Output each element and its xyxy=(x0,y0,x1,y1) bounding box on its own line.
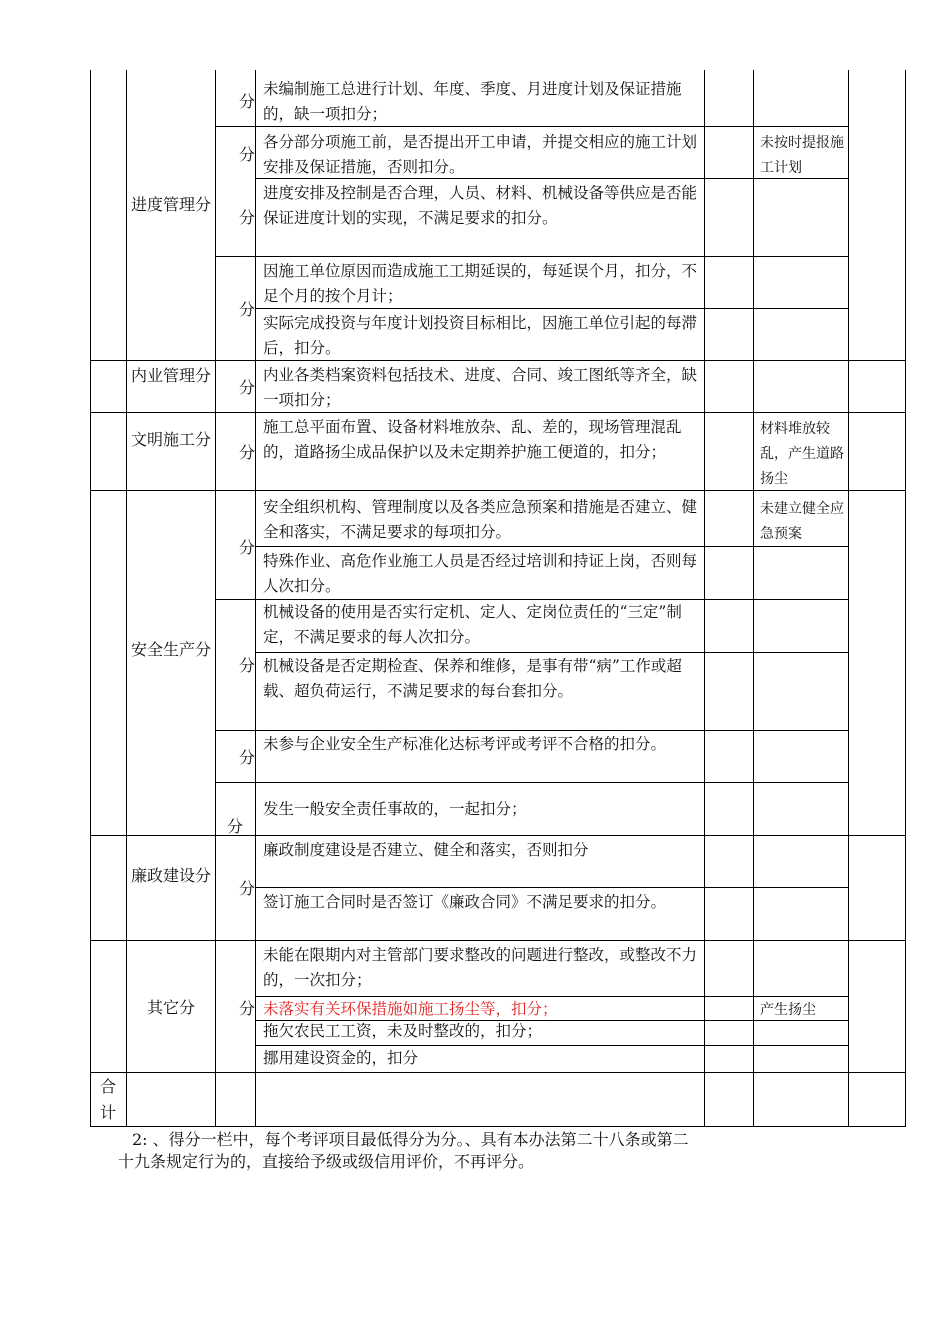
remark-text: 产生扬尘 xyxy=(760,1002,816,1018)
score-unit: 分 xyxy=(239,145,256,164)
criterion-text: 因施工单位原因而造成施工工期延误的，每延误个月，扣分，不足个月的按个月计； xyxy=(263,262,698,305)
remark-text: 未按时提报施工计划 xyxy=(760,135,844,176)
criterion-text: 施工总平面布置、设备材料堆放杂、乱、差的，现场管理混乱的，道路扬尘成品保护以及未定期养护施工便道的，扣分； xyxy=(263,418,682,461)
footer-note xyxy=(118,1129,808,1173)
score-unit: 分 xyxy=(239,208,256,227)
score-unit: 分 xyxy=(239,92,256,111)
score-unit: 分 xyxy=(239,879,256,898)
category-label: 其它分 xyxy=(146,998,195,1017)
criterion-text: 未参与企业安全生产标准化达标考评或考评不合格的扣分。 xyxy=(263,735,667,753)
score-unit: 分 xyxy=(239,748,256,767)
remark-text: 未建立健全应急预案 xyxy=(760,501,844,542)
criterion-text: 安全组织机构、管理制度以及各类应急预案和措施是否建立、健全和落实，不满足要求的每项扣分。 xyxy=(263,498,698,541)
criterion-text-highlighted: 未落实有关环保措施如施工扬尘等，扣分； xyxy=(263,1000,558,1018)
score-unit: 分 xyxy=(239,300,256,319)
category-label: 安全生产分 xyxy=(130,640,211,659)
criterion-text: 机械设备是否定期检查、保养和维修，是事有带“病”工作或超载、超负荷运行，不满足要求的每台套扣分。 xyxy=(263,657,682,700)
criterion-text: 未编制施工总进行计划、年度、季度、月进度计划及保证措施的，缺一项扣分； xyxy=(263,80,682,123)
criterion-text: 未能在限期内对主管部门要求整改的问题进行整改，或整改不力的，一次扣分； xyxy=(263,946,698,989)
footer-line-1: 2: 、得分一栏中，每个考评项目最低得分为分。、具有本办法第二十八条或第二 xyxy=(132,1130,689,1149)
category-label: 文明施工分 xyxy=(130,430,211,449)
category-label: 进度管理分 xyxy=(130,195,211,214)
criterion-text: 内业各类档案资料包括技术、进度、合同、竣工图纸等齐全，缺一项扣分； xyxy=(263,366,698,409)
criterion-text: 实际完成投资与年度计划投资目标相比，因施工单位引起的每滞后，扣分。 xyxy=(263,314,698,357)
criterion-text: 特殊作业、高危作业施工人员是否经过培训和持证上岗，否则每人次扣分。 xyxy=(263,552,698,595)
criterion-text: 发生一般安全责任事故的，一起扣分； xyxy=(263,800,527,818)
criterion-text: 机械设备的使用是否实行定机、定人、定岗位责任的“三定”制定，不满足要求的每人次扣分。 xyxy=(263,603,682,646)
criterion-text: 各分部分项施工前，是否提出开工申请，并提交相应的施工计划安排及保证措施，否则扣分。 xyxy=(263,133,698,176)
criterion-text: 进度安排及控制是否合理，人员、材料、机械设备等供应是否能保证进度计划的实现，不满足要求的扣分。 xyxy=(263,184,698,227)
category-label: 廉政建设分 xyxy=(130,866,211,885)
score-unit: 分 xyxy=(239,538,256,557)
score-unit: 分 xyxy=(239,999,256,1018)
total-label: 合计 xyxy=(99,1077,116,1122)
footer-line-2: 十九条规定行为的，直接给予级或级信用评价，不再评分。 xyxy=(118,1152,535,1171)
score-unit: 分 xyxy=(239,443,256,462)
criterion-text: 拖欠农民工工资，未及时整改的，扣分； xyxy=(263,1022,543,1040)
criterion-text: 签订施工合同时是否签订《廉政合同》不满足要求的扣分。 xyxy=(263,893,667,911)
score-unit: 分 xyxy=(227,817,244,836)
category-label: 内业管理分 xyxy=(130,366,211,385)
score-unit: 分 xyxy=(239,656,256,675)
criterion-text: 廉政制度建设是否建立、健全和落实，否则扣分 xyxy=(263,841,589,859)
remark-text: 材料堆放较乱，产生道路扬尘 xyxy=(760,421,844,487)
criterion-text: 挪用建设资金的，扣分 xyxy=(263,1049,419,1067)
score-unit: 分 xyxy=(239,378,256,397)
